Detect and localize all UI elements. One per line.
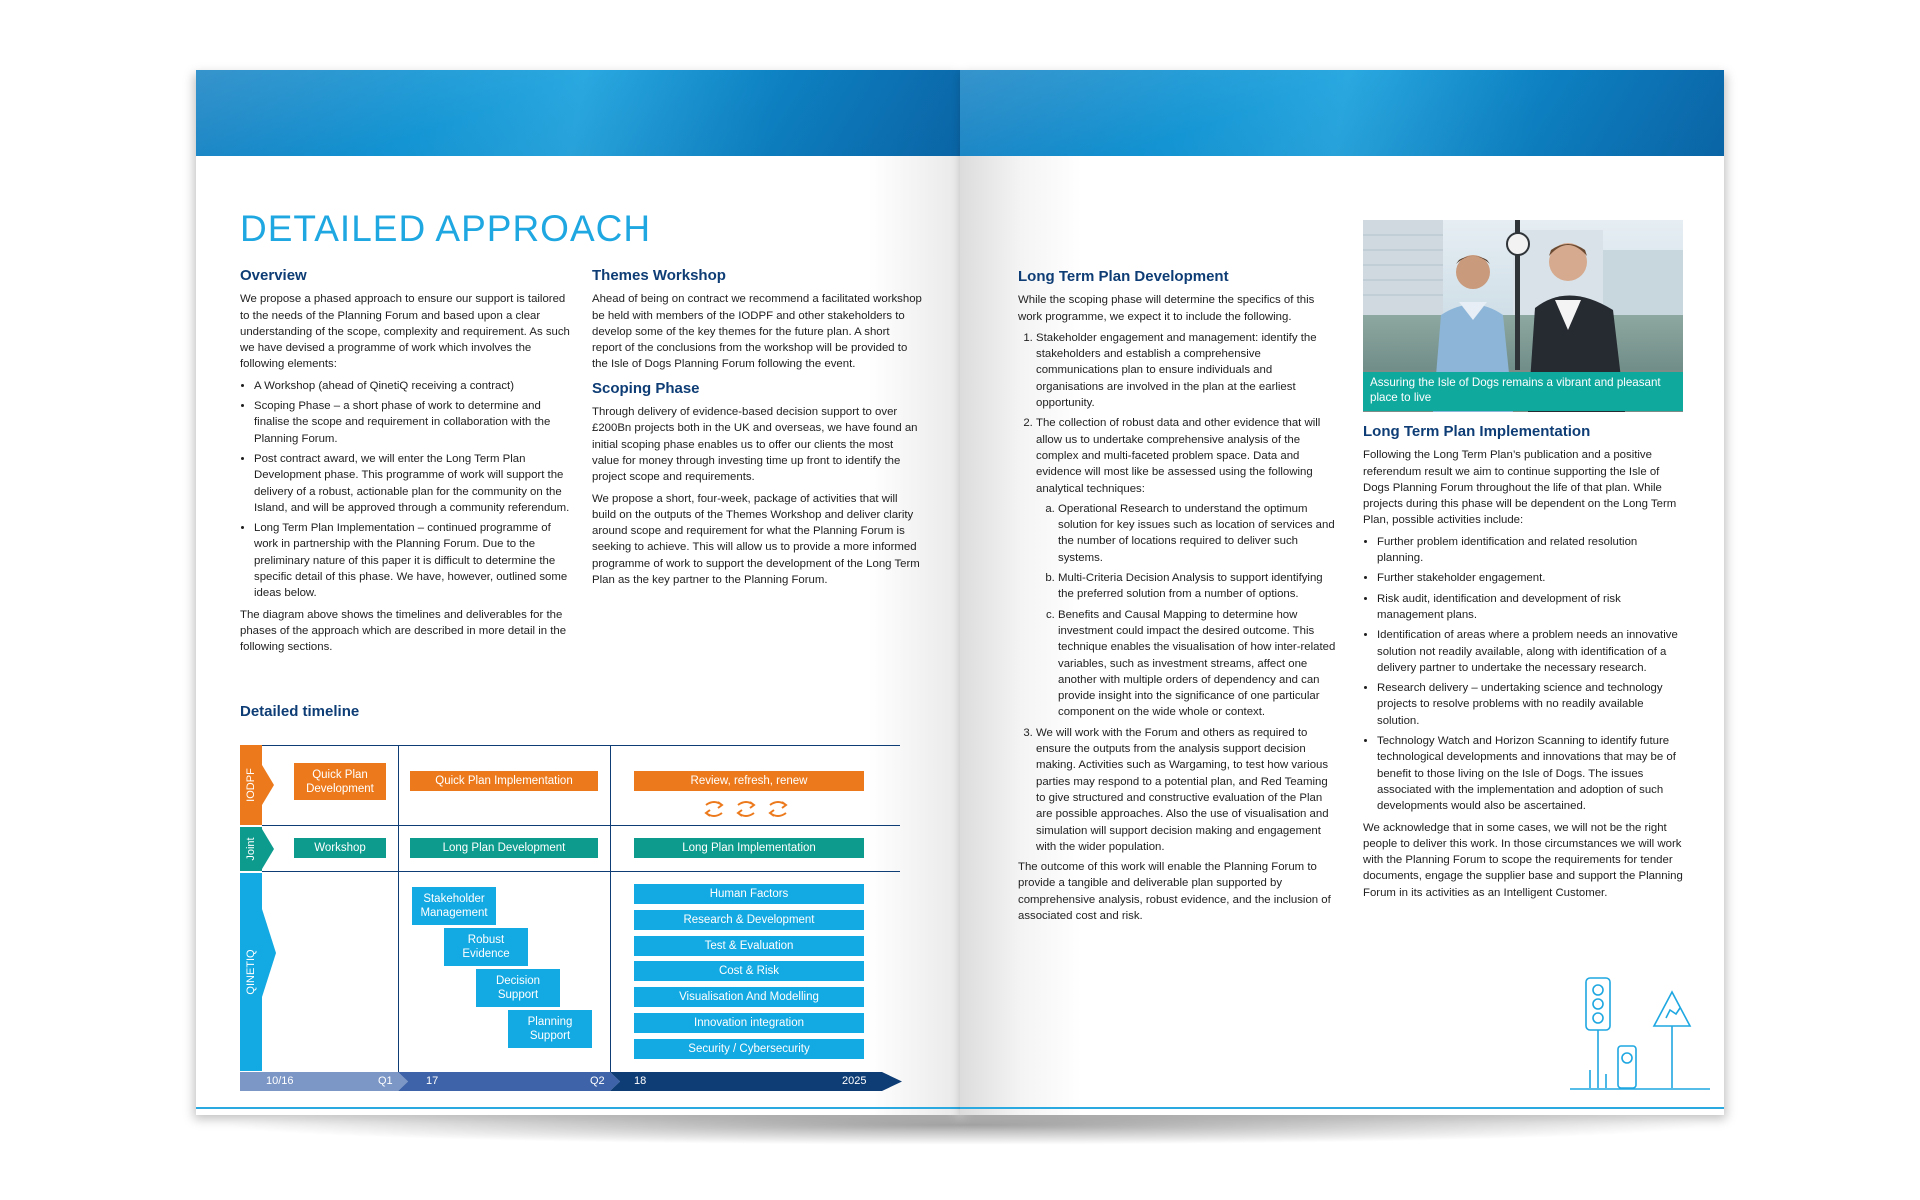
list-item: • Long Term Plan Implementation – continued programme of work in partnership with the Planning Forum. Due to the preliminary nature of this paper it is difficult to determine the specific detail of this phase. We have, however, outlined some ideas below. — [254, 520, 570, 601]
box-robust-evidence: Robust Evidence — [444, 928, 528, 966]
axis-label: 2025 — [842, 1075, 867, 1087]
axis-label: 18 — [634, 1075, 647, 1087]
ltp-development-section — [1018, 269, 1340, 929]
timeline-heading-wrap — [240, 704, 540, 727]
technique-list — [1036, 501, 1340, 721]
list-item: b. Multi-Criteria Decision Analysis to support identifying the preferred solution from a number of options. — [1058, 570, 1340, 603]
list-item: • Risk audit, identification and development of risk management plans. — [1377, 591, 1685, 624]
photo-caption: Assuring the Isle of Dogs remains a vibrant and pleasant place to live — [1363, 372, 1683, 411]
list-item: 3. We will work with the Forum and others as required to ensure the outputs from the analysis support decision making. Activities such as Wargaming, to test how various parties may respond to a potential plan, and Red Teaming to give structured and constructive evaluation of the Plan are possible approaches. Also the use of visualisation and simulation will support decision making and engagement with the wider population. — [1036, 725, 1340, 855]
list-item: 2. The collection of robust data and other evidence that will allow us to undertake comprehensive analysis of the complex and multi-faceted problem space. Data and evidence will most like be assessed using the following analytical techniques: a. Operational Research to understand the optimum solution for key issues such as location of services and the number of locations required to deliver such systems. b. Multi-Criteria Decision Analysis to support identifying the preferred solution from a number of options. c. Benefits and Causal Mapping to determine how investment could impact the desired outcome. This technique enables the visualisation of how inter-related variables, such as investment streams, affect one another with multiple orders of dependency and can provide insight into the significance of one particular component on the wide whole or context. — [1036, 415, 1340, 720]
themes-heading: Themes Workshop — [592, 267, 726, 284]
list-item: c. Benefits and Causal Mapping to determine how investment could impact the desired outcome. This technique enables the visualisation of how inter-related variables, such as investment streams, affect one another with multiple orders of dependency and can provide insight into the significance of one particular component on the wide whole or context. — [1058, 607, 1340, 721]
right-page — [960, 70, 1724, 1115]
ltp-development-heading: Long Term Plan Development — [1018, 268, 1229, 285]
scoping-p2: We propose a short, four-week, package of activities that will build on the outputs of the Themes Workshop and deliver clarity around scope and requirement for what the Planning Forum is seeking to achieve. This will allow us to provide a more informed programme of work to support the development of the Long Term Plan as the key partner to the Planning Forum. — [592, 492, 920, 587]
ltp-implementation-list — [1363, 534, 1685, 815]
themes-body: Ahead of being on contract we recommend a facilitated workshop be held with members of the IODPF and other stakeholders to develop some of the key themes for the future plan. A short report of the conclusions from the workshop will be provided to the Isle of Dogs Planning Forum following the event. — [592, 293, 922, 371]
scoping-heading: Scoping Phase — [592, 379, 700, 397]
overview-intro: We propose a phased approach to ensure our support is tailored to the needs of the Planning Forum and based upon a clear understanding of the scope, complexity and requirement. As such we have devised a programme of work which involves the following elements: — [240, 293, 570, 371]
grid-line — [262, 745, 900, 746]
service-item: Test & Evaluation — [634, 936, 864, 956]
list-item: • A Workshop (ahead of QinetiQ receiving a contract) — [254, 378, 570, 394]
row-arrow-joint — [262, 829, 274, 869]
overview-section — [240, 268, 570, 661]
list-item: • Identification of areas where a problem needs an innovative solution not readily available, along with identification of a delivery partner to undertake the necessary research. — [1377, 627, 1685, 676]
header-band — [960, 70, 1724, 156]
ltp-development-intro: While the scoping phase will determine the specifics of this work programme, we expect it to include the following. — [1018, 294, 1315, 323]
footer-line — [960, 1107, 1724, 1109]
row-label-iodpf: IODPF — [240, 745, 262, 825]
grid-line — [610, 745, 611, 1072]
overview-closing: The diagram above shows the timelines and deliverables for the phases of the approach which are described in more detail in the following sections. — [240, 608, 567, 654]
box-quick-plan-implementation: Quick Plan Implementation — [410, 771, 598, 791]
timeline-diagram — [240, 745, 900, 1091]
service-item: Security / Cybersecurity — [634, 1039, 864, 1059]
box-long-plan-development: Long Plan Development — [410, 838, 598, 858]
box-long-plan-implementation: Long Plan Implementation — [634, 838, 864, 858]
row-label-qinetiq: QINETIQ — [240, 873, 262, 1071]
header-band — [196, 70, 960, 156]
ltp-implementation-intro: Following the Long Term Plan’s publication and a positive referendum result we aim to continue supporting the Isle of Dogs Planning Forum throughout the life of that plan. While projects during this phase will be dependent on the Long Term Plan, possible activities include: — [1363, 449, 1677, 527]
street-signs-illustration — [1570, 970, 1710, 1095]
themes-scoping-section — [592, 268, 922, 593]
box-workshop: Workshop — [294, 838, 386, 858]
grid-line — [262, 871, 900, 872]
box-review-refresh-renew: Review, refresh, renew — [634, 771, 864, 791]
service-item: Innovation integration — [634, 1013, 864, 1033]
ltp-implementation-heading: Long Term Plan Implementation — [1363, 423, 1591, 440]
left-page — [196, 70, 960, 1115]
service-item: Human Factors — [634, 884, 864, 904]
box-decision-support: Decision Support — [476, 969, 560, 1007]
service-item: Cost & Risk — [634, 961, 864, 981]
list-item: • Post contract award, we will enter the Long Term Plan Development phase. This programme of work will support the delivery of a robust, actionable plan for the community on the Island, and will be approved through a community referendum. — [254, 451, 570, 516]
grid-line — [398, 745, 399, 1072]
service-item: Research & Development — [634, 910, 864, 930]
service-item: Visualisation And Modelling — [634, 987, 864, 1007]
list-item: • Further stakeholder engagement. — [1377, 570, 1685, 586]
row-arrow-iodpf — [262, 765, 274, 805]
row-label-joint: Joint — [240, 827, 262, 871]
list-item: • Scoping Phase – a short phase of work to determine and finalise the scope and requirement in collaboration with the Planning Forum. — [254, 398, 570, 447]
axis-label: 17 — [426, 1075, 439, 1087]
axis-label: Q1 — [378, 1075, 393, 1087]
overview-list — [240, 378, 570, 602]
timeline-heading: Detailed timeline — [240, 703, 360, 720]
ltp-implementation-closing: We acknowledge that in some cases, we will not be the right people to deliver this work. In those circumstances we will work with the Planning Forum to scope the requirements for tender documents, engage the supplier base and support the Planning Forum in its activities as an Intelligent Customer. — [1363, 821, 1683, 899]
list-item: • Further problem identification and related resolution planning. — [1377, 534, 1685, 567]
ltp-implementation-section — [1363, 424, 1685, 906]
page-title: DETAILED APPROACH — [240, 208, 652, 249]
box-quick-plan-development: Quick Plan Development — [294, 763, 386, 800]
list-item: a. Operational Research to understand the optimum solution for key issues such as location of services and the number of locations required to deliver such systems. — [1058, 501, 1340, 566]
ltp-development-closing: The outcome of this work will enable the Planning Forum to provide a tangible and deliverable plan supported by comprehensive analysis, robust evidence, and the inclusion of associated cost and risk. — [1018, 861, 1331, 922]
overview-heading: Overview — [240, 267, 307, 284]
timeline-axis — [240, 1072, 902, 1091]
box-stakeholder-management: Stakeholder Management — [412, 887, 496, 925]
axis-label: Q2 — [590, 1075, 605, 1087]
axis-label: 10/16 — [266, 1075, 294, 1087]
box-planning-support: Planning Support — [508, 1010, 592, 1048]
footer-line — [196, 1107, 960, 1109]
list-item: 1. Stakeholder engagement and management: identify the stakeholders and establish a comprehensive communications plan to ensure individuals and organisations are involved in the plan at the earliest opportunity. — [1036, 330, 1340, 411]
row-arrow-qinetiq — [262, 909, 276, 997]
scoping-p1: Through delivery of evidence-based decision support to over £200Bn projects both in the UK and overseas, we have found an initial scoping phase enables us to offer our clients the most value for money through investing time up front to identify the project scope and requirements. — [592, 406, 918, 484]
list-item: • Technology Watch and Horizon Scanning to identify future technological developments and innovations that may be of benefit to those living on the Isle of Dogs. The issues associated with the implementation and adoption of such developments would also be ascertained. — [1377, 733, 1685, 814]
grid-line — [262, 825, 900, 826]
cycle-arrows-icon — [700, 797, 800, 821]
ltp-development-list — [1018, 330, 1340, 855]
list-item: • Research delivery – undertaking science and technology projects to resolve problems with no readily available solution. — [1377, 680, 1685, 729]
